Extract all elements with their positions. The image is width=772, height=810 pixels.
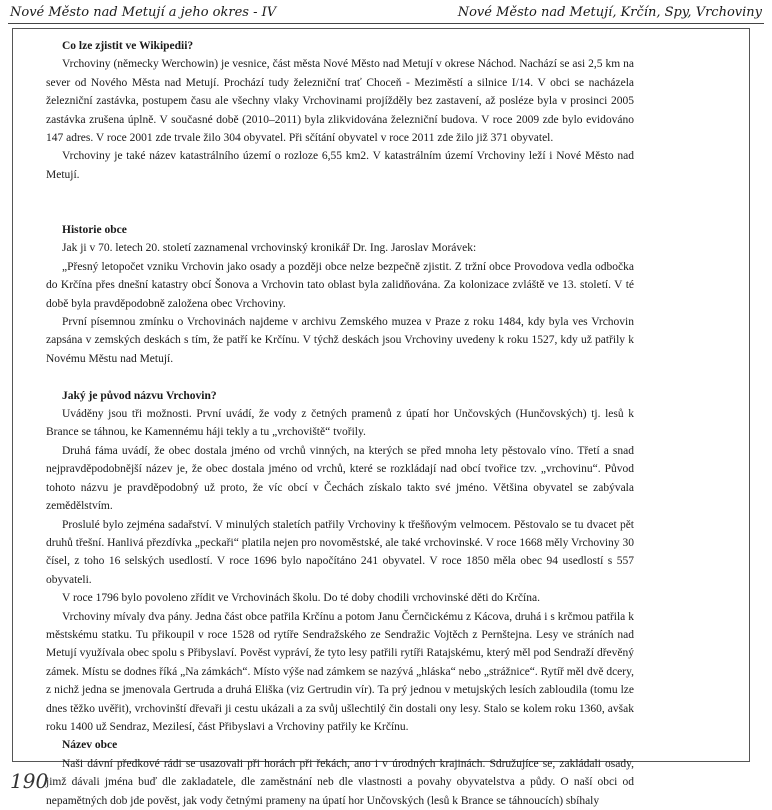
- running-header: [8, 3, 764, 24]
- paragraph: Druhá fáma uvádí, že obec dostala jméno od vrchů vinných, na kterých se před mnoha lety pěstovalo víno. Třetí a snad nejpravděpodobnější název je, že obec dostala jméno od vrchů, které se rozkládají nad obcí tvořice tzv. „vrchovinu“. Původ tohoto názvu je pravděpodobný už proto, že víc obcí v Čechách získalo takto své jméno. Většina obyvatel se zabývala zemědělstvím.: [46, 444, 634, 513]
- paragraph: V roce 1796 bylo povoleno zřídit ve Vrchovinách školu. Do té doby chodili vrchovinské děti do Krčína.: [62, 592, 540, 605]
- paragraph: Proslulé bylo zejména sadařství. V minulých staletích patřily Vrchoviny k třešňovým velmocem. Pěstovalo se tu dvacet pět druhů třešní. Hanlivá přezdívka „peckaři“ platila nejen pro novoměstské, ale také vrchovinské. V roce 1668 měly Vrchoviny 30 čísel, z toho 16 selských usedlostí. V roce 1696 bylo napočítáno 241 obyvatel. V roce 1850 měla obec 94 usedlostí s 557 obyvateli.: [46, 518, 634, 586]
- paragraph: Vrchoviny mívaly dva pány. Jedna část obce patřila Krčínu a potom Janu Černčickému z Kácova, druhá i s krčmou patřila k městskému statku. Tu přikoupil v roce 1528 od rytíře Sendražského ze Sendražic Vojtěch z Pernštejna. Lesy ve stráních nad Metují využívala obec spolu s Přibyslaví. Pověst vypráví, že tyto lesy patřili rytíři Ratajskému, který měl pod Sendraží dřevěný zámek. Místu se dodnes říká „Na zámkách“. Místo výše nad zámkem se nazývá „hláska“ nebo „strážnice“. Rytíř měl dvě dcery, z nichž jedna se jmenovala Gertruda a druhá Eliška (viz Gertrudin vír). Ta prý jednou v metujských lesích zabloudila (tomu lze dnes těžko uvěřit), vrchovinští dřevaři ji cestu ukázali a za svůj ušlechtilý čin dostali ony lesy. Stalo se kolem roku 1360, avšak roku 1400 už Sendraz, Mezilesí, část Přibyslavi a Vrchoviny patřily ke Krčínu.: [46, 610, 634, 733]
- section-heading-history: Historie obce: [62, 224, 127, 237]
- article-body: [46, 37, 634, 810]
- section-heading-name: Název obce: [62, 739, 118, 752]
- paragraph: Uváděny jsou tři možnosti. První uvádí, že vody z četných pramenů z úpatí hor Unčovských (Hunčovských) tj. lesů k Brance se táhnou, ke Kamennému háji tekly a tu „vrchoviště“ tvořily.: [46, 408, 634, 439]
- paragraph: Naši dávní předkové rádi se usazovali při horách při řekách, ano i v úrodných krajinách. Sdružujíce se, zakládali osady, jimž dávali jména buď dle zakladatele, dle zaměstnání neb dle vlastnosti a povahy obyvatelstva a půdy. O naší obci od nepamětných dob jde pověst, jak vody četnými prameny na úpatí hor Unčovských (lesů k Brance se táhnoucích) sbíhaly: [46, 757, 634, 807]
- header-left-title: Nové Město nad Metují a jeho okres - IV: [10, 5, 277, 20]
- paragraph: Vrchoviny (německy Werchowin) je vesnice, část města Nové Město nad Metují v okrese Náchod. Nachází se asi 2,5 km na sever od Nového Města nad Metují. Prochází tudy železniční trať Choceň - Meziměstí a silnice I/14. V obci se nacházela železniční zastávka, postupem času ale všechny vlaky Vrchovinami projížděly bez zastavení, až posléze byla v prosinci 2005 zastávka zrušena úplně. V současné době (2010–2011) byla zlikvidována železniční budova. V roce 2009 zde bylo evidováno 147 adres. V roce 2001 zde trvale žilo 304 obyvatel. Při sčítání obyvatel v roce 2011 zde žilo již 371 obyvatel.: [46, 58, 634, 145]
- section-heading-wikipedia: Co lze zjistit ve Wikipedii?: [62, 40, 194, 52]
- paragraph: Vrchoviny je také název katastrálního území o rozloze 6,55 km2. V katastrálním území Vrchoviny leží i Nové Město nad Metují.: [46, 150, 634, 181]
- paragraph: Jak ji v 70. letech 20. století zaznamenal vrchovinský kronikář Dr. Ing. Jaroslav Morávek:: [62, 242, 477, 255]
- header-right-title: Nové Město nad Metují, Krčín, Spy, Vrchoviny: [457, 5, 762, 20]
- section-heading-origin: Jaký je původ názvu Vrchovin?: [62, 389, 217, 402]
- page-number: 190: [10, 769, 49, 793]
- paragraph: „Přesný letopočet vzniku Vrchovin jako osady a později obce nelze bezpečně zjistit. Z tržní obce Provodova vedla odbočka do Krčína přes dnešní katastry obcí Šonova a Vrchovin tato oblast byla zalidňována. Za kolonizace zvláště ve 13. století. V té době byla pravděpodobně založena obec Vrchoviny.: [46, 260, 634, 310]
- paragraph: První písemnou zmínku o Vrchovinách najdeme v archivu Zemského muzea v Praze z roku 1484, kdy byla ves Vrchovin zapsána v zemských deskách s tím, že patří ke Krčínu. V týchž deskách jsou Vrchoviny uvedeny k roku 1527, kdy už patřily k Novému Městu nad Metují.: [46, 316, 634, 365]
